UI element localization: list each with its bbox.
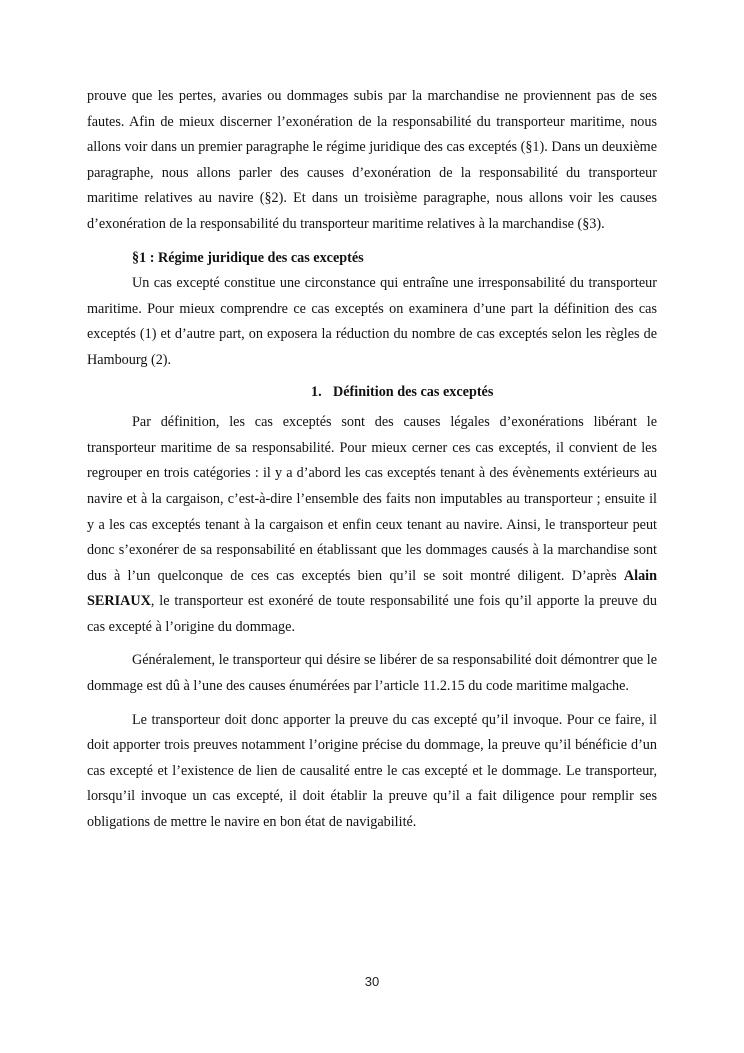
- paragraph-proof: Le transporteur doit donc apporter la preuve du cas excepté qu’il invoque. Pour ce faire, il doit apporter trois preuves notamment l’origine précise du dommage, la preuve qu’il bénéficie d’un cas excepté et l’existence de lien de causalité entre le cas excepté et le dommage. Le transporteur, lorsqu’il invoque un cas excepté, il doit établir la preuve qu’il a fait diligence pour remplir ses obligations de mettre le navire en bon état de navigabilité.: [87, 711, 657, 831]
- section-heading: §1 : Régime juridique des cas exceptés: [132, 249, 364, 266]
- paragraph-intro: prouve que les pertes, avaries ou dommages subis par la marchandise ne proviennent pas de ses fautes. Afin de mieux discerner l’exonération de la responsabilité du transporteur maritime, nous allons voir dans un premier paragraphe le régime juridique des cas exceptés (§1). Dans un deuxième paragraphe, nous allons parler des causes d’exonération de la responsabilité du transporteur maritime relatives au navire (§2). Et dans un troisième paragraphe, nous allons voir les causes d’exonération de la responsabilité du transporteur maritime relatives à la marchandise (§3).: [87, 88, 657, 232]
- paragraph-section-intro: Un cas excepté constitue une circonstance qui entraîne une irresponsabilité du transporteur maritime. Pour mieux comprendre ce cas exceptés on examinera d’une part la définition des cas exceptés (1) et d’autre part, on exposera la réduction du nombre de cas exceptés selon les règles de Hambourg (2).: [87, 275, 657, 368]
- paragraph-definition-before: Par définition, les cas exceptés sont des causes légales d’exonérations libérant le transporteur maritime de sa responsabilité. Pour mieux cerner ces cas exceptés, il convient de les regrouper en trois catégories : il y a d’abord les cas exceptés tenant à des évènements extérieurs au navire et à la cargaison, c’est-à-dire l’ensemble des faits non imputables au transporteur ; ensuite il y a les cas exceptés tenant à la cargaison et enfin ceux tenant au navire. Ainsi, le transporteur peut donc s’exonérer de sa responsabilité en établissant que les dommages causés à la marchandise sont dus à l’un quelconque de ces cas exceptés bien qu’il se soit montré diligent. D’après: [87, 414, 657, 584]
- page-number: 30: [364, 974, 380, 989]
- paragraph-definition-after: , le transporteur est exonéré de toute responsabilité une fois qu’il apporte la preuve du cas excepté à l’origine du dommage.: [87, 593, 657, 635]
- author-name: Alain SERIAUX: [87, 567, 657, 610]
- subheading-text: Définition des cas exceptés: [333, 383, 494, 400]
- paragraph-definition: [87, 410, 657, 640]
- paragraph-general: Généralement, le transporteur qui désire se libérer de sa responsabilité doit démontrer que le dommage est dû à l’une des causes énumérées par l’article 11.2.15 du code maritime malgache.: [87, 652, 657, 695]
- subheading-number: 1.: [311, 383, 322, 400]
- document-page: [87, 84, 657, 836]
- subheading-definition: [87, 380, 657, 406]
